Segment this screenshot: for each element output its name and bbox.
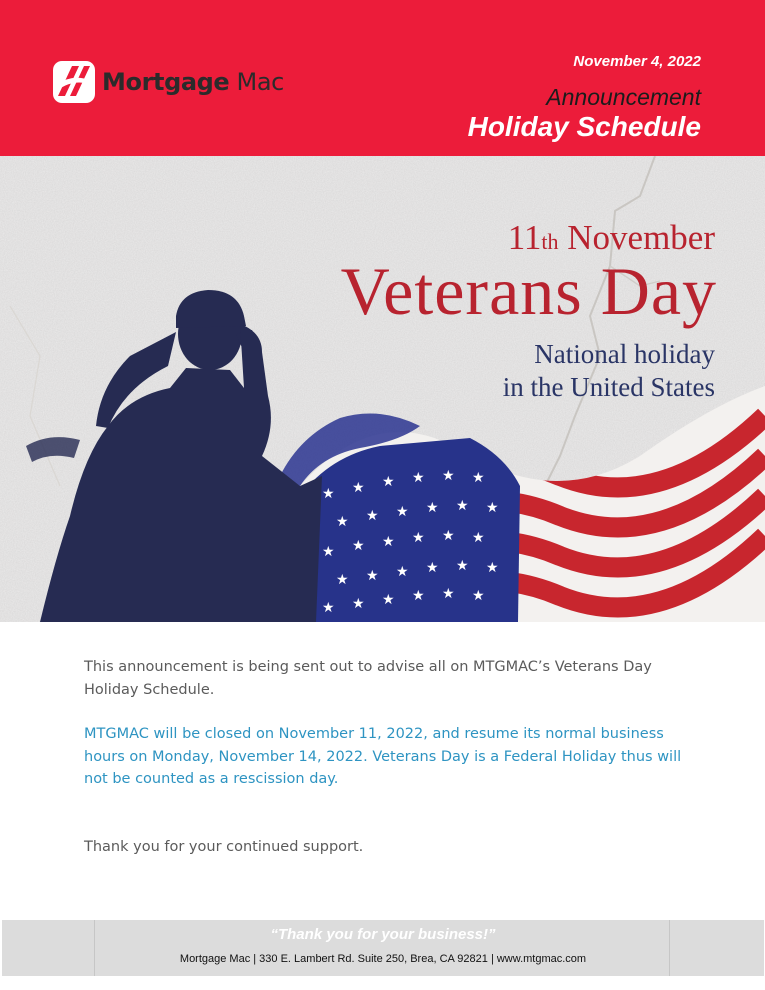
page-title: Holiday Schedule: [467, 111, 701, 142]
closure-paragraph: MTGMAC will be closed on November 11, 2022, and resume its normal business hours on Monday, November 14, 2022. Veterans Day is a Federal Holiday thus will not be counted as a rescission day.: [84, 726, 682, 787]
veterans-day-banner: [0, 156, 765, 622]
svg-text:★: ★: [472, 587, 485, 603]
svg-text:★: ★: [322, 599, 335, 615]
svg-text:★: ★: [366, 567, 379, 583]
svg-text:★: ★: [412, 587, 425, 603]
svg-text:★: ★: [472, 529, 485, 545]
svg-text:★: ★: [472, 469, 485, 485]
header-bar: [0, 0, 765, 156]
svg-text:★: ★: [382, 473, 395, 489]
svg-text:★: ★: [426, 499, 439, 515]
banner-subtitle-line: in the United States: [502, 372, 715, 402]
svg-text:★: ★: [456, 557, 469, 573]
svg-text:★: ★: [426, 559, 439, 575]
intro-paragraph: This announcement is being sent out to advise all on MTGMAC’s Veterans Day Holiday Schedule.: [84, 659, 652, 698]
banner-subtitle: [503, 338, 715, 404]
svg-text:★: ★: [412, 469, 425, 485]
svg-text:★: ★: [336, 513, 349, 529]
svg-text:★: ★: [396, 503, 409, 519]
svg-text:★: ★: [486, 499, 499, 515]
svg-text:★: ★: [352, 537, 365, 553]
banner-subtitle-line: National holiday: [534, 339, 715, 369]
svg-text:★: ★: [322, 543, 335, 559]
svg-text:★: ★: [336, 571, 349, 587]
svg-text:★: ★: [456, 497, 469, 513]
logo-wordmark: Mortgage Mac: [102, 68, 284, 96]
svg-text:★: ★: [486, 559, 499, 575]
thanks-paragraph: Thank you for your continued support.: [84, 839, 364, 855]
svg-text:★: ★: [442, 467, 455, 483]
svg-text:★: ★: [382, 533, 395, 549]
svg-text:★: ★: [396, 563, 409, 579]
svg-text:★: ★: [322, 485, 335, 501]
footer-quote: “Thank you for your business!”: [270, 926, 496, 943]
announcement-date: November 4, 2022: [573, 53, 701, 70]
banner-date: 11th November: [507, 218, 715, 257]
banner-title: Veterans Day: [340, 253, 717, 329]
svg-text:★: ★: [442, 527, 455, 543]
footer-address: Mortgage Mac | 330 E. Lambert Rd. Suite 250, Brea, CA 92821 | www.mtgmac.com: [179, 953, 587, 965]
announcement-kicker: Announcement: [546, 84, 701, 110]
footer-bar: [2, 920, 764, 976]
svg-text:★: ★: [382, 591, 395, 607]
svg-text:★: ★: [442, 585, 455, 601]
svg-text:★: ★: [352, 479, 365, 495]
svg-text:★: ★: [412, 529, 425, 545]
logo: [52, 60, 284, 104]
svg-text:★: ★: [366, 507, 379, 523]
svg-text:★: ★: [352, 595, 365, 611]
mortgage-mac-logo-icon: [52, 60, 96, 104]
